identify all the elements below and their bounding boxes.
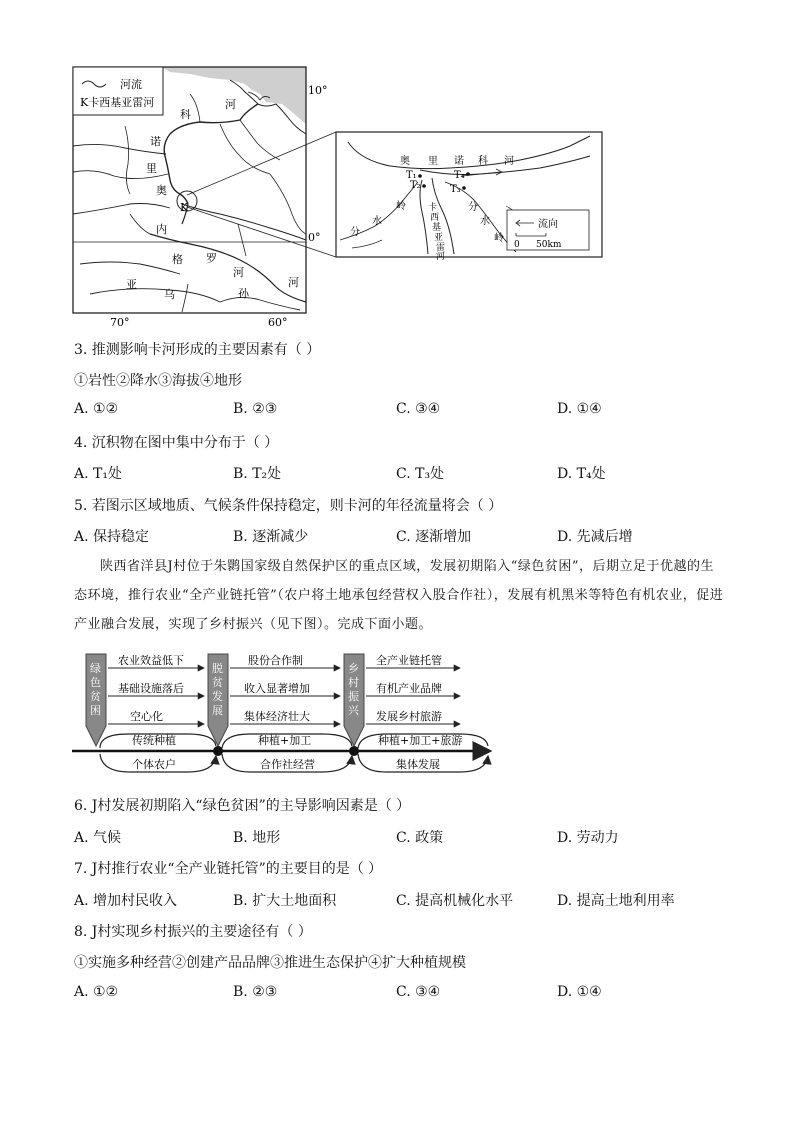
axis-upper-1: 传统种植 xyxy=(132,734,176,747)
inset-T2: T₂ xyxy=(410,180,421,191)
q6-option-d[interactable]: D. 劳动力 xyxy=(557,830,619,846)
lat-0: 0° xyxy=(308,231,321,244)
label-nei: 内 xyxy=(156,223,167,236)
stage3-c3: 振 xyxy=(348,690,359,703)
legend-river: 河流 xyxy=(120,78,142,91)
q4-stem: 4. 沉积物在图中集中分布于（ ） xyxy=(74,435,279,451)
q8-option-a[interactable]: A. ①② xyxy=(74,984,119,1000)
inset-shui-l: 水 xyxy=(372,216,382,227)
s1-item-2: 基础设施落后 xyxy=(118,682,184,695)
lat-10: 10° xyxy=(308,84,328,97)
axis-lower-3: 集体发展 xyxy=(396,758,440,771)
inset-he: 河 xyxy=(504,156,514,167)
s3-item-2: 有机产业品牌 xyxy=(376,682,442,695)
inset-T4: T₄ xyxy=(454,170,465,181)
inset-T1: T₁ xyxy=(406,170,417,181)
inset-he2: 河 xyxy=(436,252,446,262)
q5-stem: 5. 若图示区域地质、气候条件保持稳定，则卡河的年径流量将会（ ） xyxy=(74,498,503,514)
label-he3: 河 xyxy=(288,276,299,289)
q7-stem: 7. J村推行农业“全产业链托管”的主要目的是（ ） xyxy=(74,861,383,877)
inset-ji: 基 xyxy=(432,223,442,233)
q7-option-c[interactable]: C. 提高机械化水平 xyxy=(396,893,514,909)
label-li: 里 xyxy=(146,162,157,175)
q3-option-b[interactable]: B. ②③ xyxy=(233,401,278,417)
inset-nuo: 诺 xyxy=(454,156,464,167)
s2-item-1: 股份合作制 xyxy=(248,654,303,667)
label-ao: 奥 xyxy=(156,184,167,197)
label-ke: 科 xyxy=(180,108,191,121)
label-wu: 乌 xyxy=(164,288,175,301)
inset-fen-l: 分 xyxy=(350,227,360,238)
stage2-c2: 贫 xyxy=(212,676,223,689)
stage1-c4: 困 xyxy=(90,704,101,717)
label-nuo: 诺 xyxy=(150,135,161,148)
axis-upper-2: 种植+加工 xyxy=(258,734,312,747)
q7-option-b[interactable]: B. 扩大土地面积 xyxy=(233,893,337,909)
q6-option-b[interactable]: B. 地形 xyxy=(233,830,281,846)
stage3-c1: 乡 xyxy=(348,662,359,675)
stage3-c2: 村 xyxy=(348,676,359,689)
q8-stem: 8. J村实现乡村振兴的主要途径有（ ） xyxy=(74,924,312,940)
inset-lei: 雷 xyxy=(436,243,446,253)
q8-option-d[interactable]: D. ①④ xyxy=(557,984,602,1000)
s3-item-1: 全产业链托管 xyxy=(376,654,442,667)
inset-flow-label: 流向 xyxy=(538,219,558,230)
axis-upper-3: 种植+加工+旅游 xyxy=(378,734,463,747)
inset-map xyxy=(336,132,602,262)
stage1-c1: 绿 xyxy=(90,662,101,675)
q4-option-d[interactable]: D. T₄处 xyxy=(557,466,606,482)
label-ge: 格 xyxy=(172,253,183,266)
inset-xi: 西 xyxy=(430,213,440,223)
stage2-c1: 脱 xyxy=(212,662,223,675)
s2-item-3: 集体经济壮大 xyxy=(244,710,310,723)
s1-item-1: 农业效益低下 xyxy=(118,654,184,667)
label-sun: 孙 xyxy=(238,287,249,300)
s2-item-2: 收入显著增加 xyxy=(244,682,310,695)
q3-stem: 3. 推测影响卡河形成的主要因素有（ ） xyxy=(74,342,321,358)
label-luo: 罗 xyxy=(206,252,217,265)
q6-option-c[interactable]: C. 政策 xyxy=(396,830,444,846)
q6-option-a[interactable]: A. 气候 xyxy=(74,830,122,846)
inset-ao: 奥 xyxy=(400,156,410,167)
s3-item-3: 发展乡村旅游 xyxy=(376,710,442,723)
q5-option-a[interactable]: A. 保持稳定 xyxy=(74,529,150,545)
axis-lower-1: 个体农户 xyxy=(132,758,176,771)
q7-option-a[interactable]: A. 增加村民收入 xyxy=(74,893,178,909)
legend-k: K卡西基亚雷河 xyxy=(80,96,155,109)
stage2-c3: 发 xyxy=(212,690,223,703)
lon-60: 60° xyxy=(268,316,288,329)
inset-ya: 亚 xyxy=(434,233,444,243)
stage3-c4: 兴 xyxy=(348,704,359,717)
inset-shui-r: 水 xyxy=(480,216,490,227)
q5-option-c[interactable]: C. 逐渐增加 xyxy=(396,529,472,545)
q6-stem: 6. J村发展初期陷入“绿色贫困”的主导影响因素是（ ） xyxy=(74,798,411,814)
inset-li: 里 xyxy=(428,156,438,167)
inset-scale-0: 0 xyxy=(514,240,520,250)
map-figure xyxy=(70,64,615,332)
q3-option-d[interactable]: D. ①④ xyxy=(557,401,602,417)
inset-ke: 科 xyxy=(478,156,488,167)
label-he2: 河 xyxy=(233,266,244,279)
label-ya: 亚 xyxy=(126,278,137,291)
stage1-c2: 色 xyxy=(90,676,101,689)
passage-text: 陕西省洋县J村位于朱鹮国家级自然保护区的重点区域，发展初期陷入“绿色贫困”，后期立足于优越的生态环境，推行农业“全产业链托管”（农户将土地承包经营权入股合作社），发展有机黑米等特色有机农业，促进产业融合发展，实现了乡村振兴（见下图）。完成下面小题。 xyxy=(74,559,724,632)
lon-70: 70° xyxy=(110,316,130,329)
q8-option-b[interactable]: B. ②③ xyxy=(233,984,278,1000)
inset-ling-l: 岭 xyxy=(396,201,406,212)
label-K: K xyxy=(180,201,189,214)
s1-item-3: 空心化 xyxy=(130,710,163,723)
q4-option-c[interactable]: C. T₃处 xyxy=(396,466,445,482)
flow-diagram xyxy=(70,648,500,780)
q3-option-c[interactable]: C. ③④ xyxy=(396,401,441,417)
q8-factors: ①实施多种经营②创建产品品牌③推进生态保护④扩大种植规模 xyxy=(74,955,466,971)
q7-option-d[interactable]: D. 提高土地利用率 xyxy=(557,893,675,909)
q3-option-a[interactable]: A. ①② xyxy=(74,401,119,417)
q3-factors: ①岩性②降水③海拔④地形 xyxy=(74,373,242,389)
q5-option-b[interactable]: B. 逐渐减少 xyxy=(233,529,309,545)
stage1-c3: 贫 xyxy=(90,690,101,703)
q4-option-a[interactable]: A. T₁处 xyxy=(74,466,122,482)
inset-ling-r: 岭 xyxy=(494,233,504,244)
q5-option-d[interactable]: D. 先减后增 xyxy=(557,529,633,545)
inset-T3: T₃ xyxy=(450,184,461,195)
q4-option-b[interactable]: B. T₂处 xyxy=(233,466,282,482)
axis-lower-2: 合作社经营 xyxy=(260,758,315,771)
label-he1: 河 xyxy=(225,98,236,111)
inset-scale-50: 50km xyxy=(536,240,562,250)
q8-option-c[interactable]: C. ③④ xyxy=(396,984,441,1000)
stage2-c4: 展 xyxy=(212,704,223,717)
inset-fen-r: 分 xyxy=(468,202,478,213)
inset-ka: 卡 xyxy=(428,203,438,213)
